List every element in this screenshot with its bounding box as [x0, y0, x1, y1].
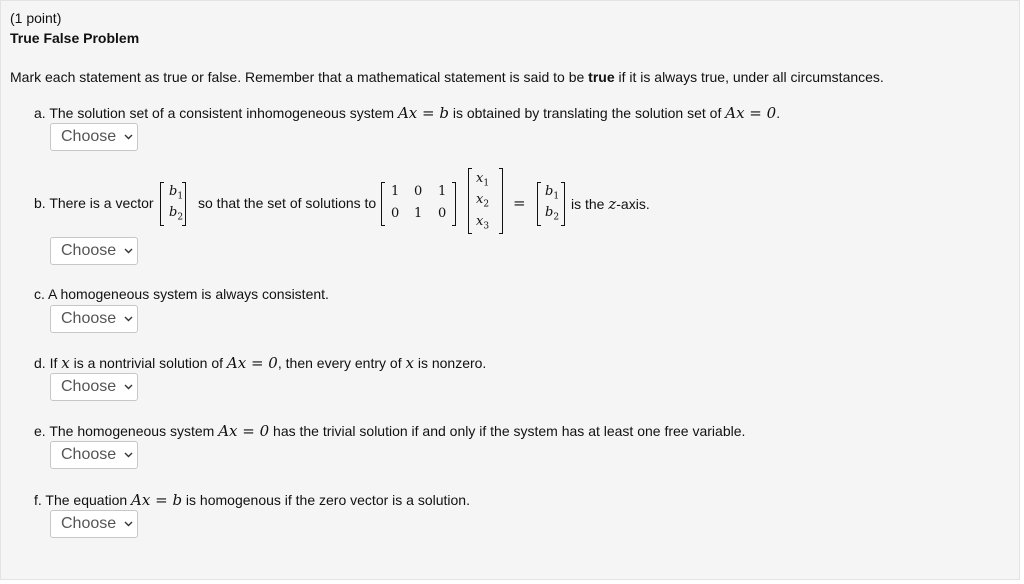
select-value: Choose	[61, 310, 117, 327]
question-d-text-end: is nonzero.	[413, 355, 487, 371]
matrix-entry: 1	[438, 184, 447, 199]
equals-sign: =	[513, 194, 526, 212]
equation-ax-b: Ax = b	[131, 491, 183, 509]
instructions-text: Mark each statement as true or false. Remember that a mathematical statement is said to be	[10, 69, 589, 85]
vector-x-entry-3: $x_3$	[476, 214, 490, 232]
vector-x-entry-1: $x_1$	[476, 171, 490, 189]
question-f-text: f. The equation	[34, 492, 132, 508]
question-d-text-mid2: , then every entry of	[277, 355, 406, 371]
select-value: Choose	[61, 128, 117, 145]
equation-ax-0: Ax = 0	[226, 354, 278, 372]
question-a-text-mid: is obtained by translating the solution set of	[448, 105, 726, 121]
equation-ax-b: Ax = b	[397, 104, 449, 122]
question-a	[34, 104, 780, 122]
chevron-down-icon	[124, 384, 133, 390]
question-e-text-end: has the trivial solution if and only if the system has at least one free variable.	[269, 423, 746, 439]
variable-x: x	[405, 354, 414, 372]
equation-ax-0: Ax = 0	[218, 422, 270, 440]
question-b-suffix	[571, 195, 650, 213]
chevron-down-icon	[124, 248, 133, 254]
instructions-text-end: if it is always true, under all circumstances.	[614, 69, 884, 85]
vector-b-entry-1: $b_1$	[169, 184, 184, 202]
vector-b-rhs-entry-1: $b_1$	[545, 184, 560, 202]
question-f-text-end: is homogenous if the zero vector is a solution.	[182, 492, 470, 508]
coefficient-matrix	[381, 182, 456, 226]
select-value: Choose	[61, 378, 117, 395]
matrix-entry: 0	[391, 206, 400, 221]
question-a-text: a. The solution set of a consistent inhomogeneous system	[34, 105, 398, 121]
chevron-down-icon	[124, 134, 133, 140]
matrix-entry: 1	[414, 206, 423, 221]
select-value: Choose	[61, 515, 117, 532]
point-value: (1 point)	[10, 10, 62, 26]
variable-z: z	[608, 195, 617, 213]
question-c: c. A homogeneous system is always consistent.	[34, 286, 329, 302]
question-e-text: e. The homogeneous system	[34, 423, 219, 439]
matrix-entry: 0	[414, 184, 423, 199]
vector-x-entry-2: $x_2$	[476, 192, 490, 210]
question-b-suffix-text: is the	[571, 196, 609, 212]
vector-b-entry-2: $b_2$	[169, 205, 184, 223]
question-a-period: .	[776, 105, 781, 121]
question-f	[34, 491, 470, 509]
question-d-text-mid: is a nontrivial solution of	[69, 355, 227, 371]
equation-ax-0: Ax = 0	[725, 104, 777, 122]
variable-x: x	[61, 354, 70, 372]
answer-select-e[interactable]	[50, 441, 138, 469]
vector-b-rhs-entry-2: $b_2$	[545, 205, 560, 223]
chevron-down-icon	[124, 316, 133, 322]
matrix-entry: 0	[438, 206, 447, 221]
question-e	[34, 422, 745, 440]
answer-select-c[interactable]	[50, 305, 138, 333]
chevron-down-icon	[124, 521, 133, 527]
select-value: Choose	[61, 242, 117, 259]
chevron-down-icon	[124, 452, 133, 458]
question-d	[34, 354, 486, 372]
vector-b	[160, 182, 186, 226]
answer-select-f[interactable]	[50, 510, 138, 538]
problem-title: True False Problem	[10, 30, 140, 46]
vector-x	[468, 168, 503, 234]
answer-select-b[interactable]	[50, 237, 138, 265]
question-d-text: d. If	[34, 355, 62, 371]
question-b-mid: so that the set of solutions to	[198, 195, 377, 211]
instructions-bold: true	[588, 69, 615, 85]
instructions	[10, 69, 884, 85]
select-value: Choose	[61, 446, 117, 463]
matrix-entry: 1	[391, 184, 400, 199]
question-b-suffix-end: -axis.	[616, 196, 650, 212]
vector-b-rhs	[537, 182, 565, 226]
answer-select-a[interactable]	[50, 123, 138, 151]
question-b-prefix: b. There is a vector	[34, 195, 154, 211]
answer-select-d[interactable]	[50, 373, 138, 401]
